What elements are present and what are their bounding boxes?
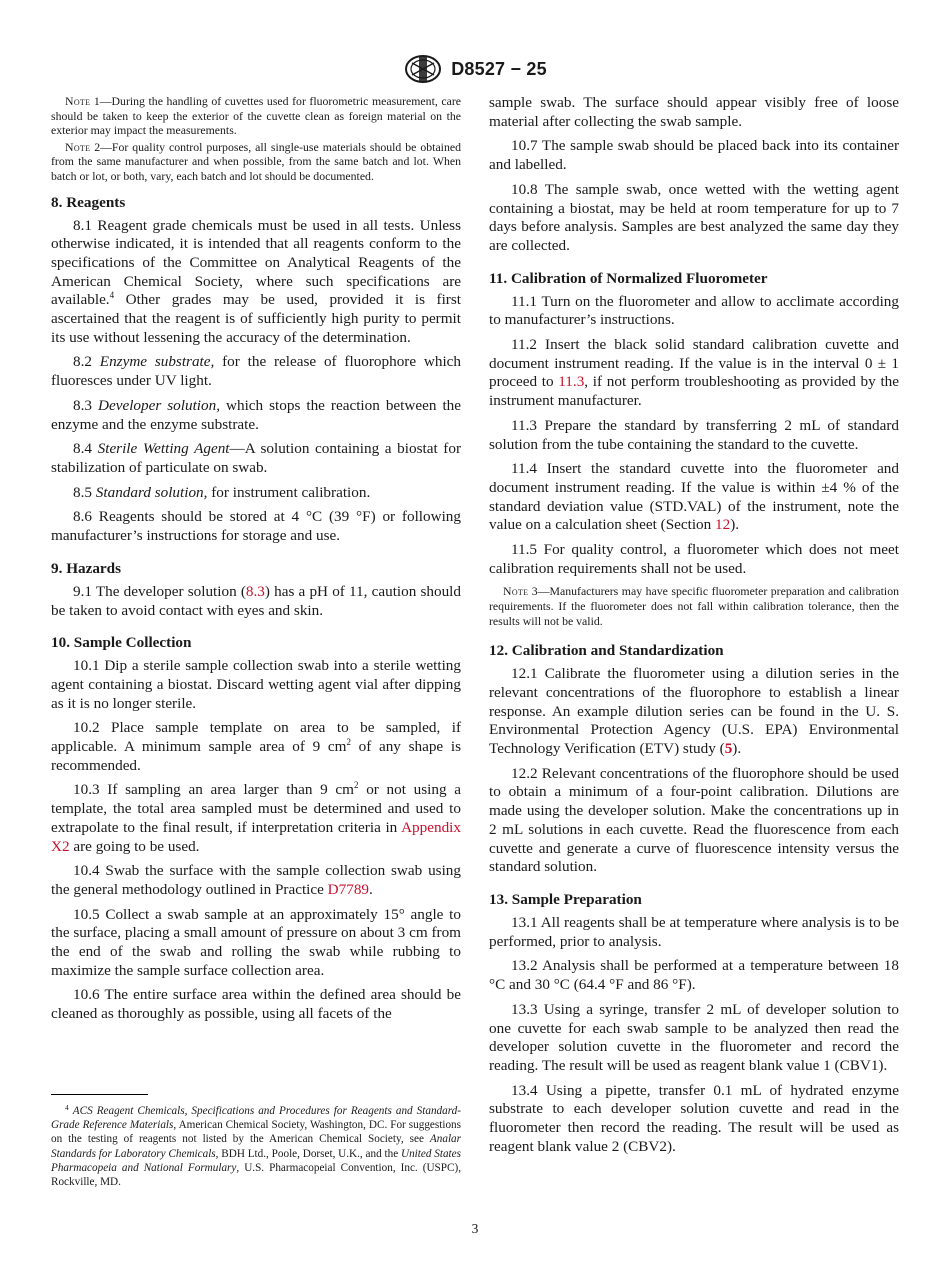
para-8-3: 8.3 Developer solution, which stops the reaction between the enzyme and the enzyme substrate.: [51, 396, 461, 433]
para-10-5: 10.5 Collect a swab sample at an approximately 15° angle to the surface, placing a small amount of pressure on about 3 cm from the end of the swab and rolling the swab while rubbing to maximize the sample surface collection area.: [51, 905, 461, 979]
section-13-heading: 13. Sample Preparation: [489, 890, 642, 908]
para-13-4: 13.4 Using a pipette, transfer 0.1 mL of hydrated enzyme substrate to each developer solution cuvette and read in the fluorometer then record the reading. The result will be used as reagent blank value 2 (CBV2).: [489, 1081, 899, 1155]
astm-logo-icon: [403, 54, 443, 84]
para-8-2: 8.2 Enzyme substrate, for the release of fluorophore which fluoresces under UV light.: [51, 353, 461, 390]
para-11-5: 11.5 For quality control, a fluorometer which does not meet calibration requirements shall not be used.: [489, 541, 899, 577]
link-11-3[interactable]: 11.3: [558, 373, 585, 391]
para-10-3: 10.3 If sampling an area larger than 9 $cm^2$ or not using a template, the total area sampled must be determined and used to extrapolate to the final result, if interpretation criteria in Appendix X2 are going to be used.: [51, 780, 461, 855]
para-12-2: 12.2 Relevant concentrations of the fluorophore should be used to obtain a minimum of a four-point calibration. Dilutions are made using the developer solution. Make the concentrations up in 2 mL solutions in each cuvette. Read the fluorescence from each cuvette and generate a curve of fluorescence intensity versus the standard solution.: [489, 764, 899, 876]
para-11-2: 11.2 Insert the black solid standard calibration cuvette and document instrument reading. If the value is in the interval 0 ± 1 proceed to 11.3, if not perform troubleshooting as provided by the instrument manufacturer.: [489, 336, 899, 410]
para-8-4: 8.4 Sterile Wetting Agent—A solution containing a biostat for stabilization of particulate on swab.: [51, 440, 462, 476]
para-10-6: 10.6 The entire surface area within the defined area should be cleaned as thoroughly as possible, using all facets of the: [51, 986, 461, 1023]
right-column: [489, 94, 899, 1162]
footnote-ref-4: 4: [109, 290, 115, 301]
link-reference-5[interactable]: 5: [724, 740, 733, 758]
para-9-1: 9.1 The developer solution (8.3) has a pH of 11, caution should be taken to avoid contact with eyes and skin.: [51, 582, 461, 619]
section-9-heading: 9. Hazards: [51, 559, 122, 577]
link-8-3[interactable]: 8.3: [245, 582, 265, 600]
footnote-4: $^4$ ACS Reagent Chemicals, Specifications and Procedures for Reagents and Standard-Grade Reference Materials, American Chemical Society, Washington, DC. For suggestions on the testing of reagents not listed by the American Chemical Society, see Analar Standards for Laboratory Chemicals, BDH Ltd., Poole, Dorset, U.K., and the United States Pharmacopeia and National Formulary, U.S. Pharmacopeial Convention, Inc. (USPC), Rockville, MD.: [51, 1103, 461, 1189]
page-number: 3: [471, 1221, 479, 1236]
para-10-6-continued: sample swab. The surface should appear visibly free of loose material after collecting the swab sample.: [489, 94, 899, 130]
para-10-8: 10.8 The sample swab, once wetted with the wetting agent containing a biostat, may be held at room temperature for up to 7 days before analysis. Samples are best analyzed the same day they are collected.: [489, 180, 899, 254]
note-1: Note 1—During the handling of cuvettes used for fluorometric measurement, care should be taken to keep the exterior of the cuvette clean as foreign material on the exterior may impact the measurements.: [51, 94, 461, 138]
para-12-1: 12.1 Calibrate the fluorometer using a dilution series in the relevant concentrations of the fluorophore to establish a linear response. An example dilution series can be found in the U. S. Environmental Protection Agency (U.S. EPA) Environmental Technology Verification (ETV) study (5).: [489, 665, 899, 758]
link-appendix-x2[interactable]: Appendix X2: [51, 818, 461, 855]
para-10-2: 10.2 Place sample template on area to be sampled, if applicable. A minimum sample area of 9 $cm^2$ of any shape is recommended.: [51, 719, 461, 774]
para-8-1: 8.1 Reagent grade chemicals must be used in all tests. Unless otherwise indicated, it is intended that all reagents conform to the specifications of the Committee on Analytical Reagents of the American Chemical Society, where such specifications are available.$^4$ Other grades may be used, provided it is first ascertained that the reagent is of sufficiently high purity to permit its use without lessening the accuracy of the determination.: [51, 216, 461, 346]
para-10-7: 10.7 The sample swab should be placed back into its container and labelled.: [489, 137, 899, 174]
section-10-heading: 10. Sample Collection: [51, 634, 192, 652]
link-d7789[interactable]: D7789: [327, 880, 370, 898]
note-2: Note 2—For quality control purposes, all single-use materials should be obtained from the same manufacturer and when possible, from the same batch and lot. When batch or lot, or both, vary, each batch and lot should be documented.: [51, 139, 461, 183]
para-11-1: 11.1 Turn on the fluorometer and allow to acclimate according to manufacturer’s instructions.: [489, 292, 899, 329]
para-11-4: 11.4 Insert the standard cuvette into the fluorometer and document instrument reading. If the value is within ±4 % of the standard deviation value (STD.VAL) of the instrument, note the value on a calculation sheet (Section 12).: [489, 460, 899, 534]
para-13-2: 13.2 Analysis shall be performed at a temperature between 18 °C and 30 °C (64.4 °F and 86 °F).: [489, 957, 899, 994]
para-11-3: 11.3 Prepare the standard by transferring 2 mL of standard solution from the tube containing the standard to the cuvette.: [489, 416, 899, 453]
section-8-heading: 8. Reagents: [51, 193, 126, 211]
footnote-divider: [51, 1094, 148, 1095]
page-header: [0, 54, 950, 84]
link-section-12[interactable]: 12: [715, 516, 731, 534]
para-13-3: 13.3 Using a syringe, transfer 2 mL of developer solution to one cuvette for each swab sample to be analyzed then read the developer solution cuvette in the fluorometer and record the reading. The result will be used as reagent blank value 1 (CBV1).: [489, 1000, 899, 1074]
section-11-heading: 11. Calibration of Normalized Fluorometer: [489, 269, 768, 287]
para-8-5: 8.5 Standard solution, for instrument calibration.: [73, 483, 371, 501]
para-10-4: 10.4 Swab the surface with the sample collection swab using the general methodology outlined in Practice D7789.: [51, 862, 461, 898]
para-13-1: 13.1 All reagents shall be at temperature where analysis is to be performed, prior to analysis.: [489, 913, 899, 950]
section-12-heading: 12. Calibration and Standardization: [489, 642, 724, 660]
para-10-1: 10.1 Dip a sterile sample collection swab into a sterile wetting agent containing a biostat. Discard wetting agent vial after dipping as it is no longer sterile.: [51, 657, 461, 712]
left-column: [51, 94, 461, 1030]
para-8-6: 8.6 Reagents should be stored at 4 °C (39 °F) or following manufacturer’s instructions for storage and use.: [51, 508, 461, 545]
standard-designation: D8527 − 25: [451, 58, 547, 79]
note-3: Note 3—Manufacturers may have specific fluorometer preparation and calibration requirements. If the fluorometer does not fall within calibration tolerance, then the results will not be valid.: [489, 584, 899, 628]
